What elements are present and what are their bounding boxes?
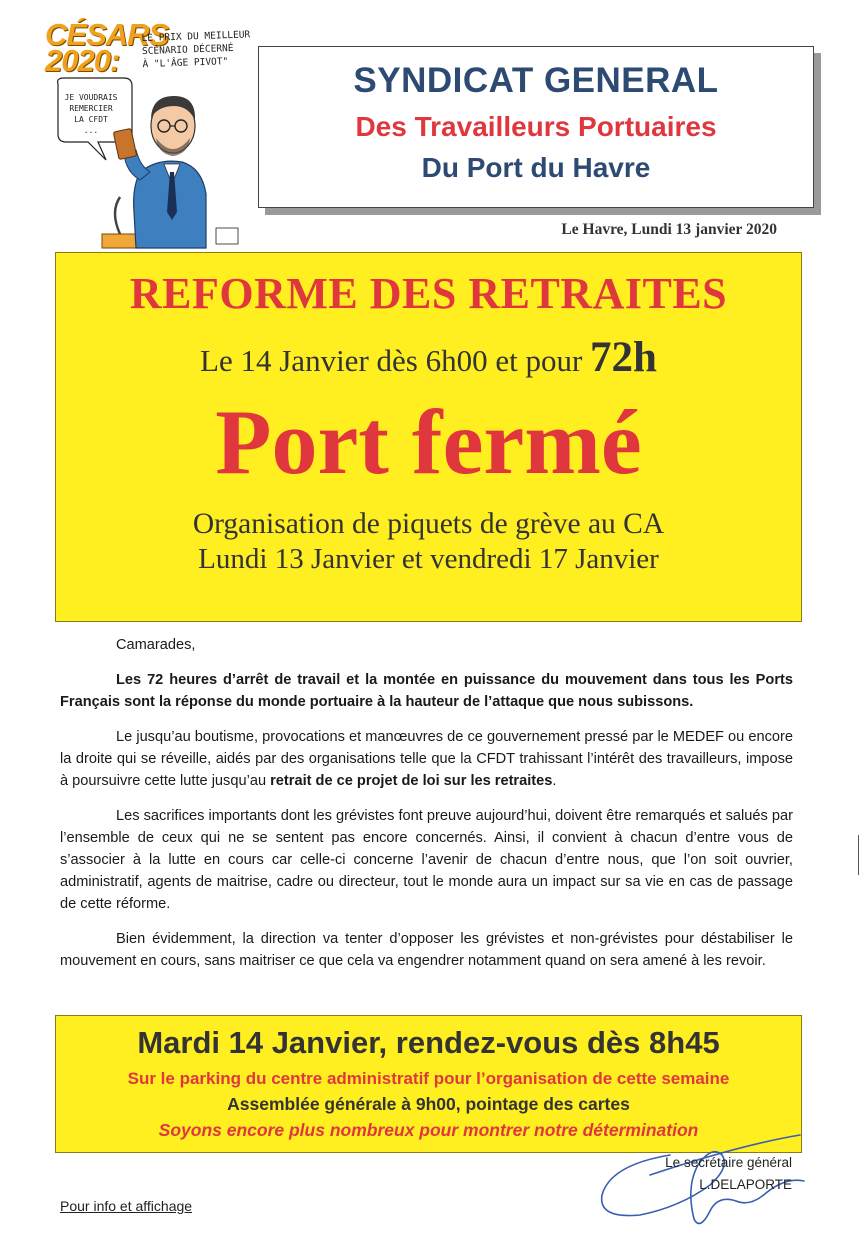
pickets-line: Organisation de piquets de grève au CA: [192, 508, 665, 540]
document-date: Le Havre, Lundi 13 janvier 2020: [561, 221, 777, 238]
union-name: SYNDICAT GENERAL: [353, 61, 719, 100]
signatory-role: Le secrétaire général: [665, 1155, 792, 1170]
paragraph-2: Le jusqu’au boutisme, provocations et manœuvres de ce gouvernement pressé par le MEDEF ou encore la droite qui se réveille, aidés par des organisations telle que la CFDT trahissant l’intérêt des travailleurs, impose à poursuivre cette lutte jusqu’au retrait de ce projet de loi sur les retraites.: [60, 729, 793, 789]
strike-timing: Le 14 Janvier dès 6h00 et pour 72h: [200, 334, 657, 381]
paragraph-1: Les 72 heures d’arrêt de travail et la montée en puissance du mouvement dans tous les Ports Français sont la réponse du monde portuaire à la hauteur de l’attaque que nous subissons.: [60, 672, 793, 710]
cesars-logo: CÉSARS 2020:: [45, 17, 169, 78]
meeting-assembly: Assemblée générale à 9h00, pointage des cartes: [227, 1094, 630, 1114]
footer-note: Pour info et affichage: [60, 1198, 193, 1214]
strike-announcement: [55, 252, 802, 622]
union-port: Du Port du Havre: [421, 152, 651, 183]
port-closed-headline: Port fermé: [215, 391, 642, 493]
union-subtitle: Des Travailleurs Portuaires: [355, 111, 717, 142]
salutation: Camarades,: [116, 637, 196, 653]
meeting-location: Sur le parking du centre administratif pour l’organisation de cette semaine: [127, 1069, 730, 1088]
signatory-name: L.DELAPORTE: [699, 1177, 792, 1192]
handwritten-signature: [590, 1115, 820, 1235]
speech-bubble-text: JE VOUDRAIS REMERCIER LA CFDT ...: [64, 93, 118, 135]
union-header: [258, 46, 814, 208]
paragraph-4: Bien évidemment, la direction va tenter d’opposer les grévistes et non-grévistes pour déstabiliser le mouvement en cours, sans maitriser ce que cela va engendrer notamment quand on sera amené à les revoir.: [60, 931, 793, 969]
meeting-headline: Mardi 14 Janvier, rendez-vous dès 8h45: [137, 1025, 720, 1060]
strike-duration: 72h: [590, 334, 657, 381]
cartoon-caption: LE PRIX DU MEILLEUR SCÉNARIO DÉCERNÉ À "L'ÂGE PIVOT": [141, 29, 251, 71]
paragraph-3: Les sacrifices importants dont les grévistes font preuve aujourd’hui, doivent être remarqués et salués par l’ensemble de ceux qui ne se sentent pas encore concernés. Ainsi, il convient à chacun d’entre vous de s’associer à la lutte en cours car celle-ci concerne l’avenir de chacun d’entre nous, que l’on soit ouvrier, administratif, agents de maitrise, cadre ou directeur, tout le monde aura un impact sur sa vie en cas de passage de cette réforme.: [60, 808, 793, 912]
letter-body: [60, 634, 793, 985]
meeting-call: Soyons encore plus nombreux pour montrer notre détermination: [158, 1120, 699, 1140]
picket-dates: Lundi 13 Janvier et vendredi 17 Janvier: [198, 543, 659, 575]
announcement-title: REFORME DES RETRAITES: [129, 269, 728, 318]
page-edge-mark: [858, 835, 867, 875]
